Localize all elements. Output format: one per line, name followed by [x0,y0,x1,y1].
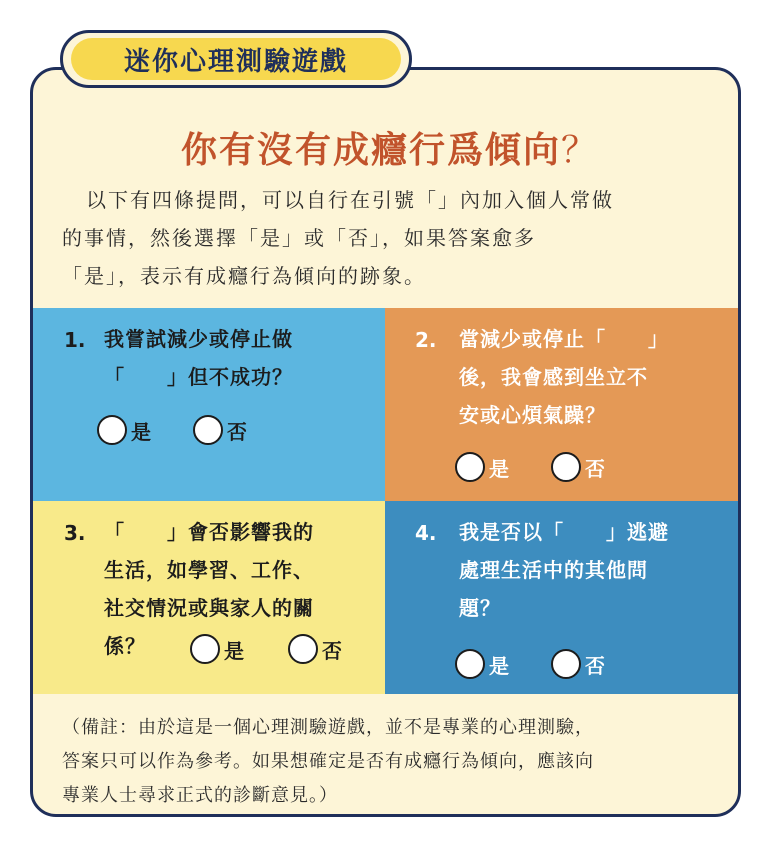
question-3-no-label: 否 [322,638,342,663]
question-1-yes-option[interactable] [97,415,151,445]
question-2-no-option[interactable] [551,452,605,482]
note-line-2: 答案只可以作為參考。如果想確定是否有成癮行為傾向，應該向 [62,751,594,772]
radio-circle-icon[interactable] [288,634,318,664]
question-2-text [459,320,669,434]
tab-title: 迷你心理測驗遊戲 [71,38,401,80]
question-3-no-option[interactable] [288,634,342,664]
question-2-panel [385,308,738,501]
question-2-yes-label: 是 [489,456,509,481]
question-4-yes-option[interactable] [455,649,509,679]
radio-circle-icon[interactable] [97,415,127,445]
disclaimer-note [62,711,722,813]
radio-circle-icon[interactable] [551,649,581,679]
question-4-line-2: 處理生活中的其他問 [459,558,648,582]
question-4-number: 4. [415,521,437,545]
question-4-line-1: 我是否以「 」逃避 [459,520,669,544]
question-4-text [459,513,669,627]
intro-text [62,181,722,295]
question-2-line-2: 後，我會感到坐立不 [459,365,648,389]
question-1-line-1: 我嘗試減少或停止做 [104,327,293,351]
question-3-line-2: 生活，如學習、工作、 [104,558,314,582]
question-4-no-option[interactable] [551,649,605,679]
question-1-yes-label: 是 [131,419,151,444]
intro-line-3: 「是」，表示有成癮行為傾向的跡象。 [62,264,426,288]
note-line-1: （備註：由於這是一個心理測驗遊戲，並不是專業的心理測驗， [62,717,594,738]
question-2-no-label: 否 [585,456,605,481]
question-3-line-1: 「 」會否影響我的 [104,520,314,544]
question-1-no-option[interactable] [193,415,247,445]
question-4-no-label: 否 [585,653,605,678]
title-question-mark: ？ [561,130,600,171]
radio-circle-icon[interactable] [455,649,485,679]
radio-circle-icon[interactable] [193,415,223,445]
question-2-line-1: 當減少或停止「 」 [459,327,669,351]
question-2-line-3: 安或心煩氣躁？ [459,403,606,427]
question-4-yes-label: 是 [489,653,509,678]
question-1-number: 1. [64,328,86,352]
question-3-panel [33,501,385,694]
question-1-line-2: 「 」但不成功？ [104,365,293,389]
header-tab [60,30,412,88]
question-3-line-3: 社交情況或與家人的關 [104,596,314,620]
note-line-3: 專業人士尋求正式的診斷意見。） [62,785,338,806]
question-1-text [104,320,293,396]
intro-line-2: 的事情，然後選擇「是」或「否」，如果答案愈多 [62,226,536,250]
intro-line-1: 以下有四條提問，可以自行在引號「」內加入個人常做 [86,188,614,212]
title-text: 你有沒有成癮行爲傾向 [180,130,561,171]
question-3-line-4: 係？ [104,634,146,658]
radio-circle-icon[interactable] [455,452,485,482]
question-2-yes-option[interactable] [455,452,509,482]
question-3-yes-option[interactable] [190,634,244,664]
radio-circle-icon[interactable] [551,452,581,482]
question-4-panel [385,501,738,694]
radio-circle-icon[interactable] [190,634,220,664]
question-1-no-label: 否 [227,419,247,444]
question-3-number: 3. [64,521,86,545]
page-title [0,122,780,173]
question-1-panel [33,308,385,501]
question-2-number: 2. [415,328,437,352]
question-4-line-3: 題？ [459,596,501,620]
question-3-yes-label: 是 [224,638,244,663]
